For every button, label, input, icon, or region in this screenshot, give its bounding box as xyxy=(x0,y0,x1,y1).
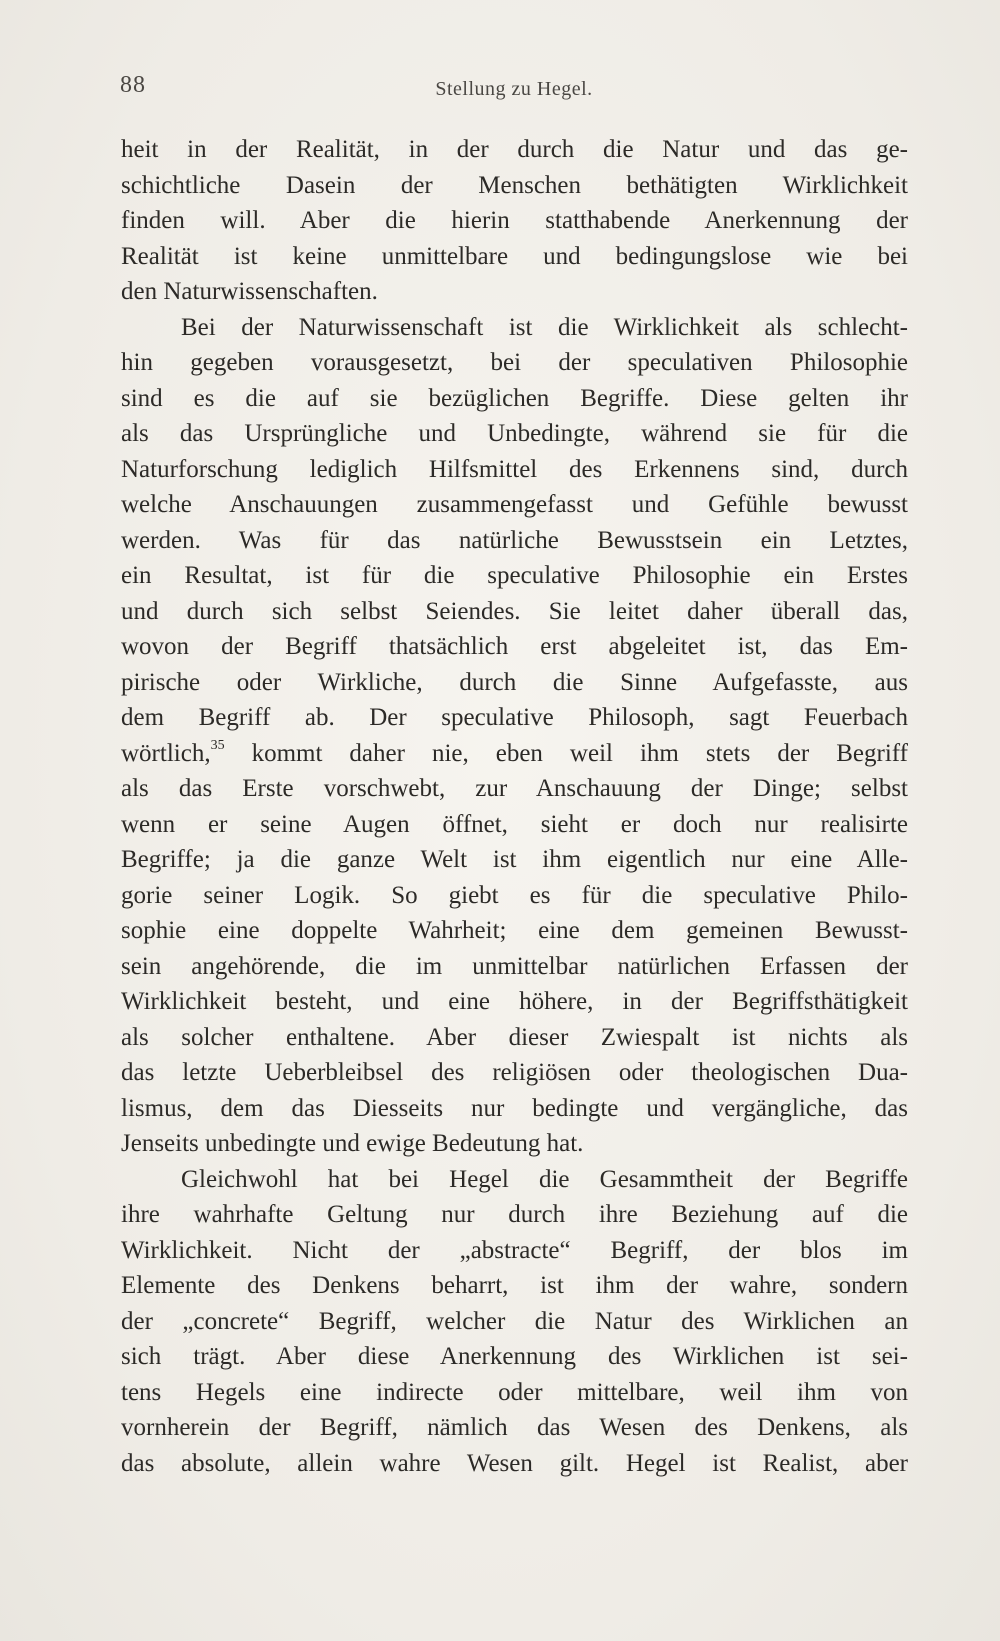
text-line: Naturforschung lediglich Hilfsmittel des Erkennens sind, durch xyxy=(121,455,908,483)
text-line: als das Erste vorschwebt, zur Anschauung der Dinge; selbst xyxy=(121,775,908,802)
text-line: dem Begriff ab. Der speculative Philosoph, sagt Feuerbach xyxy=(121,704,908,731)
text-line: der „concrete“ Begriff, welcher die Natur des Wirklichen an xyxy=(121,1307,908,1335)
text-line: Wirklichkeit besteht, und eine höhere, in der Begriffsthätigkeit xyxy=(121,988,908,1015)
text-line: finden will. Aber die hierin statthabende Anerkennung der xyxy=(121,207,908,234)
text-line: schichtliche Dasein der Menschen bethätigten Wirklichkeit xyxy=(121,171,908,199)
page-number: 88 xyxy=(120,72,146,98)
text-line: Gleichwohl hat bei Hegel die Gesammtheit der Begriffe xyxy=(181,1165,908,1193)
text-line: und durch sich selbst Seiendes. Sie leitet daher überall das, xyxy=(121,597,908,625)
text-line: Jenseits unbedingte und ewige Bedeutung hat. xyxy=(121,1130,584,1157)
body-text xyxy=(121,132,908,1481)
text-line: sophie eine doppelte Wahrheit; eine dem gemeinen Bewusst- xyxy=(121,917,908,944)
text-line: vornherein der Begriff, nämlich das Wesen des Denkens, als xyxy=(121,1414,908,1441)
footnote-reference: 35 xyxy=(210,737,225,753)
text-line: hin gegeben vorausgesetzt, bei der speculativen Philosophie xyxy=(121,349,908,376)
text-line: Begriffe; ja die ganze Welt ist ihm eigentlich nur eine Alle- xyxy=(121,846,908,873)
text-line: als das Ursprüngliche und Unbedingte, während sie für die xyxy=(121,420,908,447)
text-line: das letzte Ueberbleibsel des religiösen oder theologischen Dua- xyxy=(121,1059,908,1086)
text-line: ihre wahrhafte Geltung nur durch ihre Beziehung auf die xyxy=(121,1201,908,1228)
text-line: sind es die auf sie bezüglichen Begriffe. Diese gelten ihr xyxy=(121,384,908,412)
text-line: heit in der Realität, in der durch die Natur und das ge- xyxy=(121,136,908,163)
text-line: Wirklichkeit. Nicht der „abstracte“ Begriff, der blos im xyxy=(121,1236,908,1264)
text-line: als solcher enthaltene. Aber dieser Zwiespalt ist nichts als xyxy=(121,1023,908,1051)
text-line xyxy=(121,736,908,772)
text-line: ein Resultat, ist für die speculative Philosophie ein Erstes xyxy=(121,562,908,589)
text-line: Bei der Naturwissenschaft ist die Wirklichkeit als schlecht- xyxy=(181,313,908,341)
text-line: gorie seiner Logik. So giebt es für die speculative Philo- xyxy=(121,881,908,909)
text-line: sein angehörende, die im unmittelbar natürlichen Erfassen der xyxy=(121,952,908,980)
text-line: wenn er seine Augen öffnet, sieht er doch nur realisirte xyxy=(121,810,908,838)
text-line: Elemente des Denkens beharrt, ist ihm der wahre, sondern xyxy=(121,1272,908,1299)
text-line: tens Hegels eine indirecte oder mittelbare, weil ihm von xyxy=(121,1378,908,1406)
text-line: pirische oder Wirkliche, durch die Sinne Aufgefasste, aus xyxy=(121,668,908,696)
text-fragment: wörtlich, xyxy=(121,739,211,767)
text-line: das absolute, allein wahre Wesen gilt. Hegel ist Realist, aber xyxy=(121,1449,908,1477)
text-line: sich trägt. Aber diese Anerkennung des Wirklichen ist sei- xyxy=(121,1343,908,1370)
text-fragment: kommt daher nie, eben weil ihm stets der Begriff xyxy=(224,739,908,767)
text-line: welche Anschauungen zusammengefasst und Gefühle bewusst xyxy=(121,491,908,518)
text-line: den Naturwissenschaften. xyxy=(121,278,378,305)
text-line: werden. Was für das natürliche Bewusstsein ein Letztes, xyxy=(121,526,908,554)
running-head: Stellung zu Hegel. xyxy=(435,78,593,100)
page-header xyxy=(120,72,908,112)
text-line: lismus, dem das Diesseits nur bedingte und vergängliche, das xyxy=(121,1094,908,1122)
text-line: Realität ist keine unmittelbare und bedingungslose wie bei xyxy=(121,242,908,270)
text-line: wovon der Begriff thatsächlich erst abgeleitet ist, das Em- xyxy=(121,633,908,660)
